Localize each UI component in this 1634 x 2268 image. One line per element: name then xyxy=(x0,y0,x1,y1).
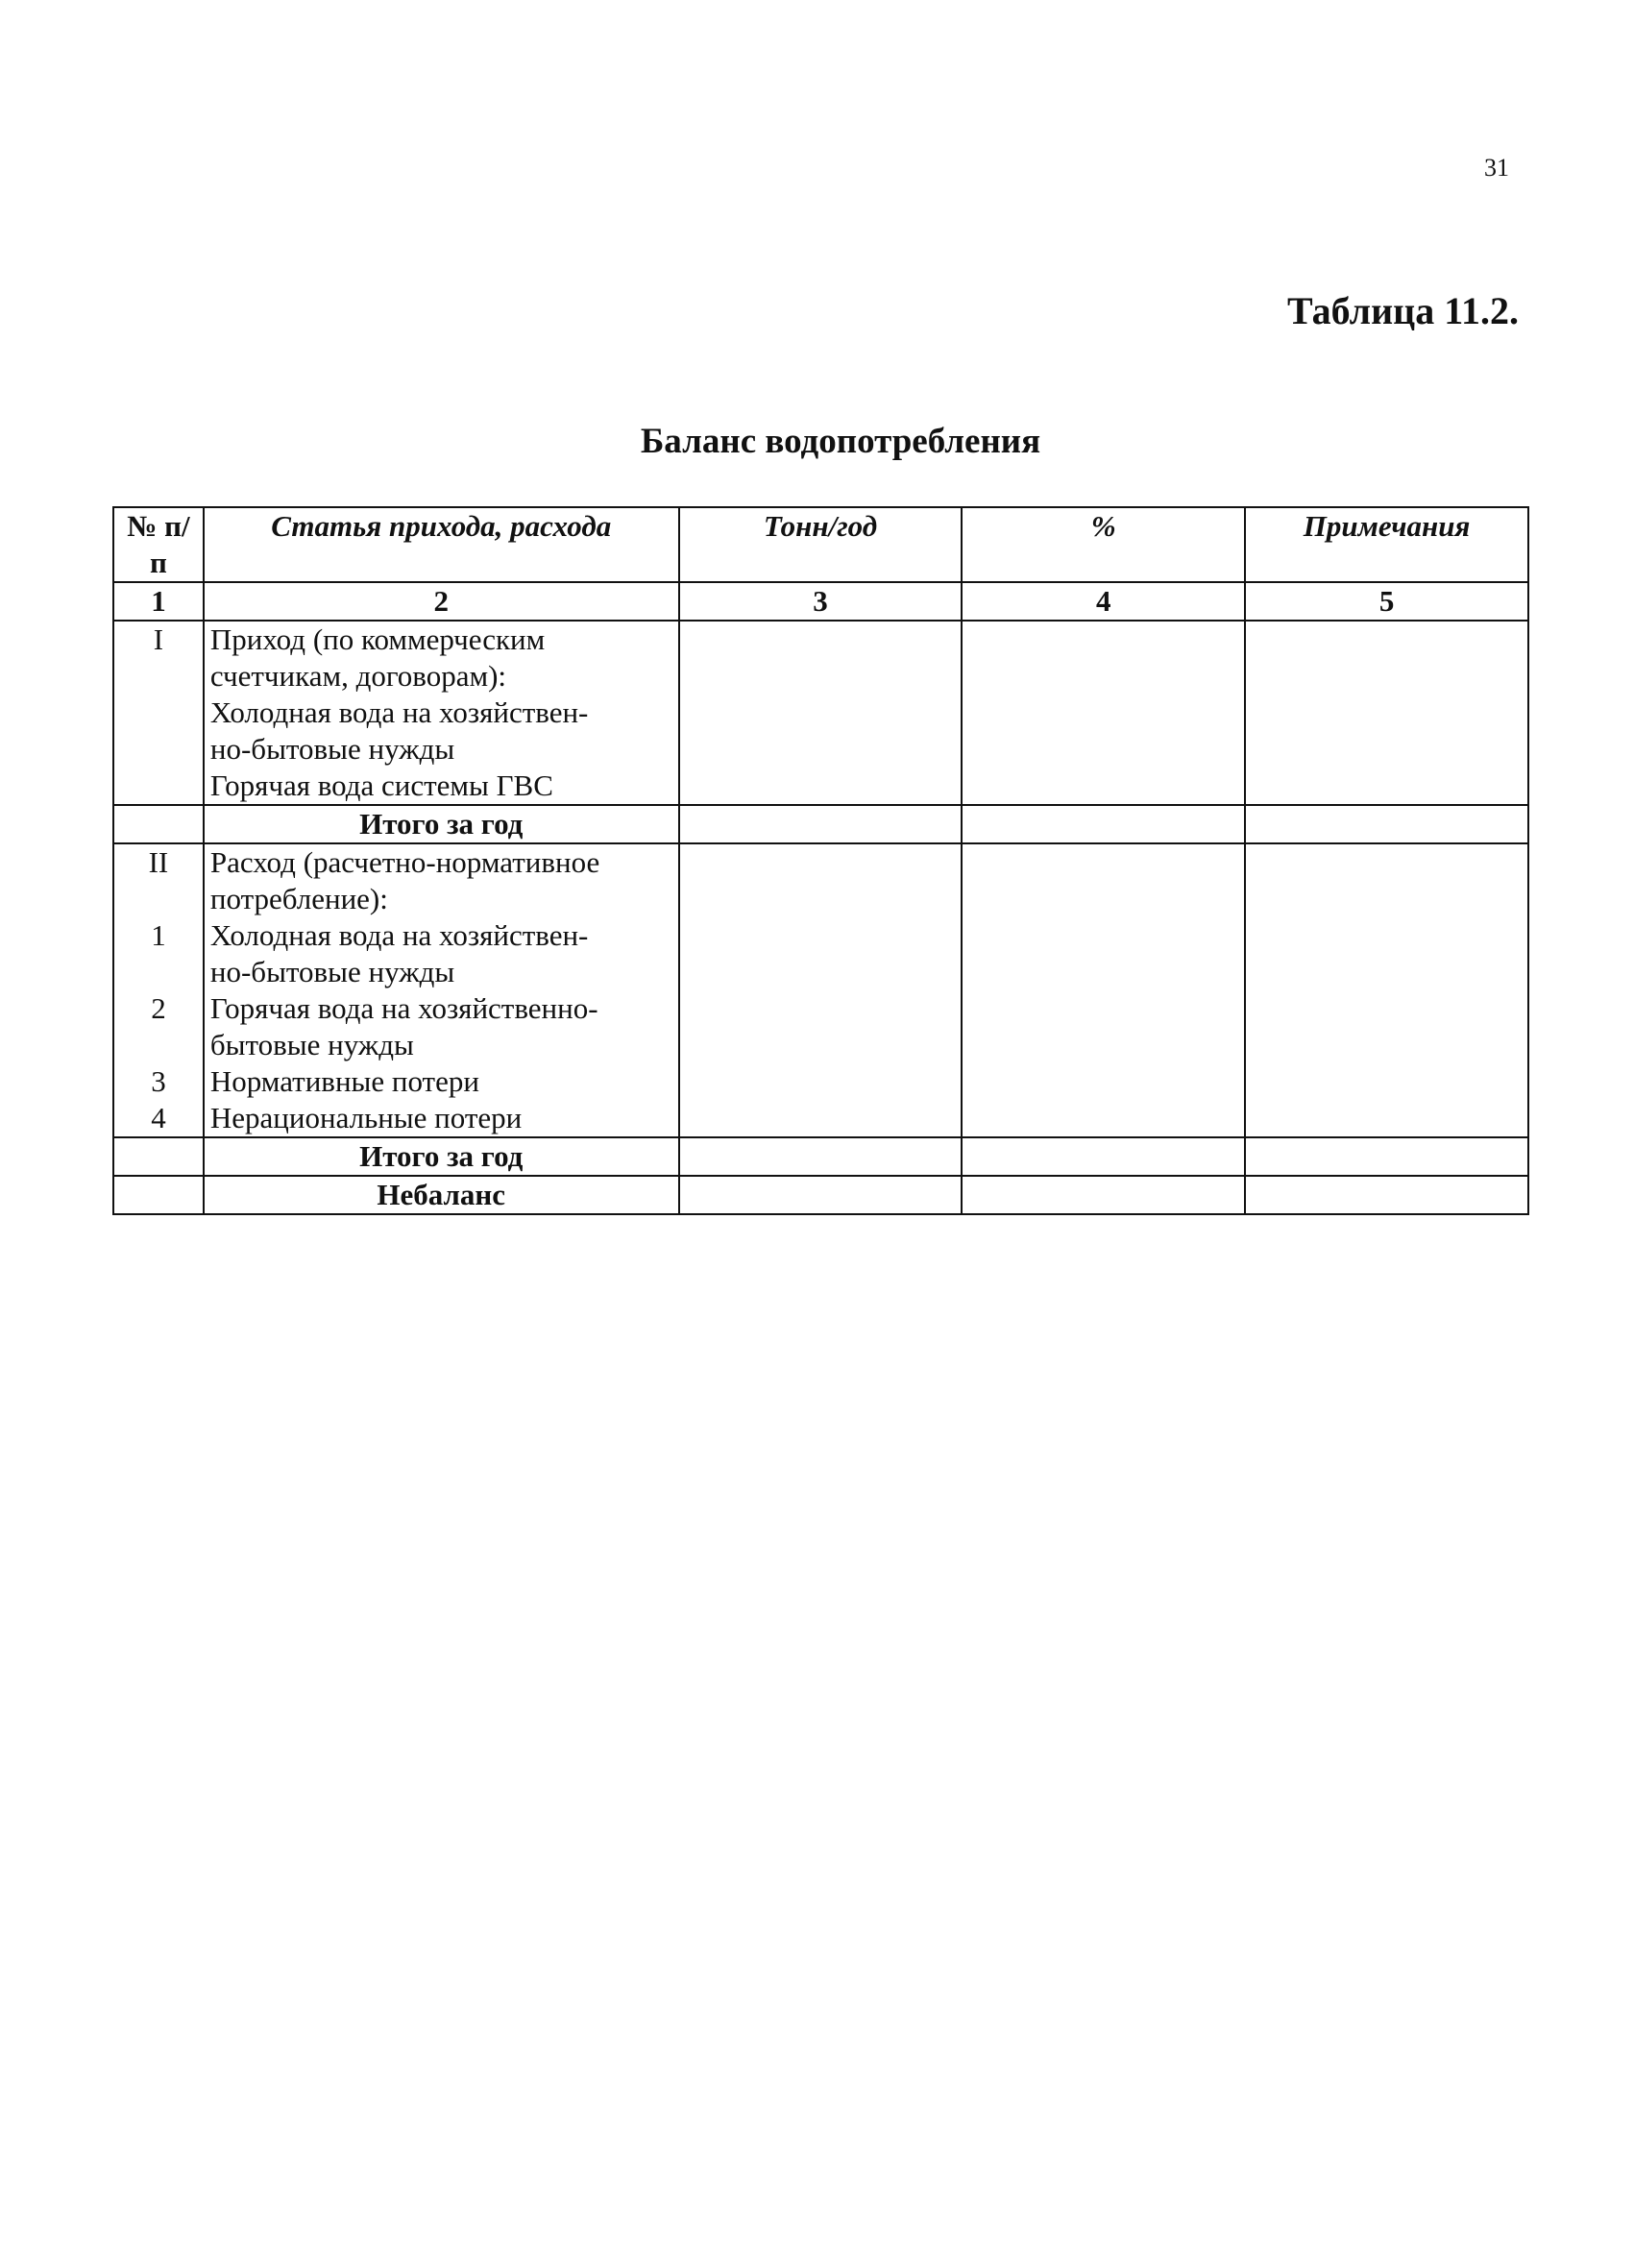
table-row-income xyxy=(113,621,1528,805)
table-label: Таблица 11.2. xyxy=(1286,289,1519,332)
item-line: Приход (по коммерческим xyxy=(209,622,546,656)
imbalance-label: Небаланс xyxy=(204,1176,679,1214)
cell-notes xyxy=(1245,805,1528,843)
water-balance-table xyxy=(112,506,1529,1215)
cell-percent xyxy=(962,621,1245,805)
row-num: 3 xyxy=(151,1064,166,1098)
cell-tons xyxy=(679,1176,963,1214)
item-line: Нерациональные потери xyxy=(209,1101,523,1134)
column-number: 2 xyxy=(204,582,679,621)
cell-tons xyxy=(679,805,963,843)
row-num-expense xyxy=(113,843,204,1137)
item-line: Горячая вода на хозяйственно- xyxy=(209,991,598,1025)
item-line: счетчикам, договорам): xyxy=(209,659,507,693)
expense-total-label: Итого за год xyxy=(204,1137,679,1176)
item-line: но-бытовые нужды xyxy=(209,955,455,988)
table-row-expense-total xyxy=(113,1137,1528,1176)
header-percent: % xyxy=(962,507,1245,582)
cell-tons xyxy=(679,843,963,1137)
table-header-row xyxy=(113,507,1528,582)
item-line: Холодная вода на хозяйствен- xyxy=(209,695,589,729)
table-row-imbalance xyxy=(113,1176,1528,1214)
column-number-row xyxy=(113,582,1528,621)
cell-percent xyxy=(962,1137,1245,1176)
item-line: Расход (расчетно-нормативное xyxy=(209,845,600,879)
item-line: Горячая вода системы ГВС xyxy=(209,768,553,802)
header-item: Статья прихода, расхода xyxy=(204,507,679,582)
table-row-income-total xyxy=(113,805,1528,843)
header-tons: Тонн/год xyxy=(679,507,963,582)
expense-items xyxy=(204,843,679,1137)
header-num: № п/п xyxy=(113,507,204,582)
column-number: 4 xyxy=(962,582,1245,621)
item-line: потребление): xyxy=(209,882,388,915)
income-items xyxy=(204,621,679,805)
row-num-income xyxy=(113,621,204,805)
column-number: 3 xyxy=(679,582,963,621)
table-row-expense xyxy=(113,843,1528,1137)
cell-num-empty xyxy=(113,1176,204,1214)
cell-tons xyxy=(679,621,963,805)
cell-notes xyxy=(1245,621,1528,805)
row-num: 4 xyxy=(151,1101,166,1134)
row-num-spacer xyxy=(120,954,197,990)
header-notes: Примечания xyxy=(1245,507,1528,582)
item-line: бытовые нужды xyxy=(209,1028,414,1061)
cell-percent xyxy=(962,843,1245,1137)
row-num-spacer xyxy=(120,881,197,917)
item-line: Нормативные потери xyxy=(209,1064,479,1098)
row-num: 1 xyxy=(151,918,166,952)
page-title: Баланс водопотребления xyxy=(640,422,1041,461)
row-num-spacer xyxy=(120,1027,197,1063)
cell-num-empty xyxy=(113,1137,204,1176)
cell-notes xyxy=(1245,843,1528,1137)
cell-percent xyxy=(962,1176,1245,1214)
column-number: 1 xyxy=(113,582,204,621)
cell-percent xyxy=(962,805,1245,843)
item-line: Холодная вода на хозяйствен- xyxy=(209,918,589,952)
income-total-label: Итого за год xyxy=(204,805,679,843)
page-number: 31 xyxy=(1484,154,1509,182)
item-line: но-бытовые нужды xyxy=(209,732,455,766)
cell-num-empty xyxy=(113,805,204,843)
row-num: 2 xyxy=(151,991,166,1025)
cell-notes xyxy=(1245,1137,1528,1176)
column-number: 5 xyxy=(1245,582,1528,621)
row-num: I xyxy=(153,622,164,656)
row-num: II xyxy=(148,845,169,879)
cell-notes xyxy=(1245,1176,1528,1214)
cell-tons xyxy=(679,1137,963,1176)
